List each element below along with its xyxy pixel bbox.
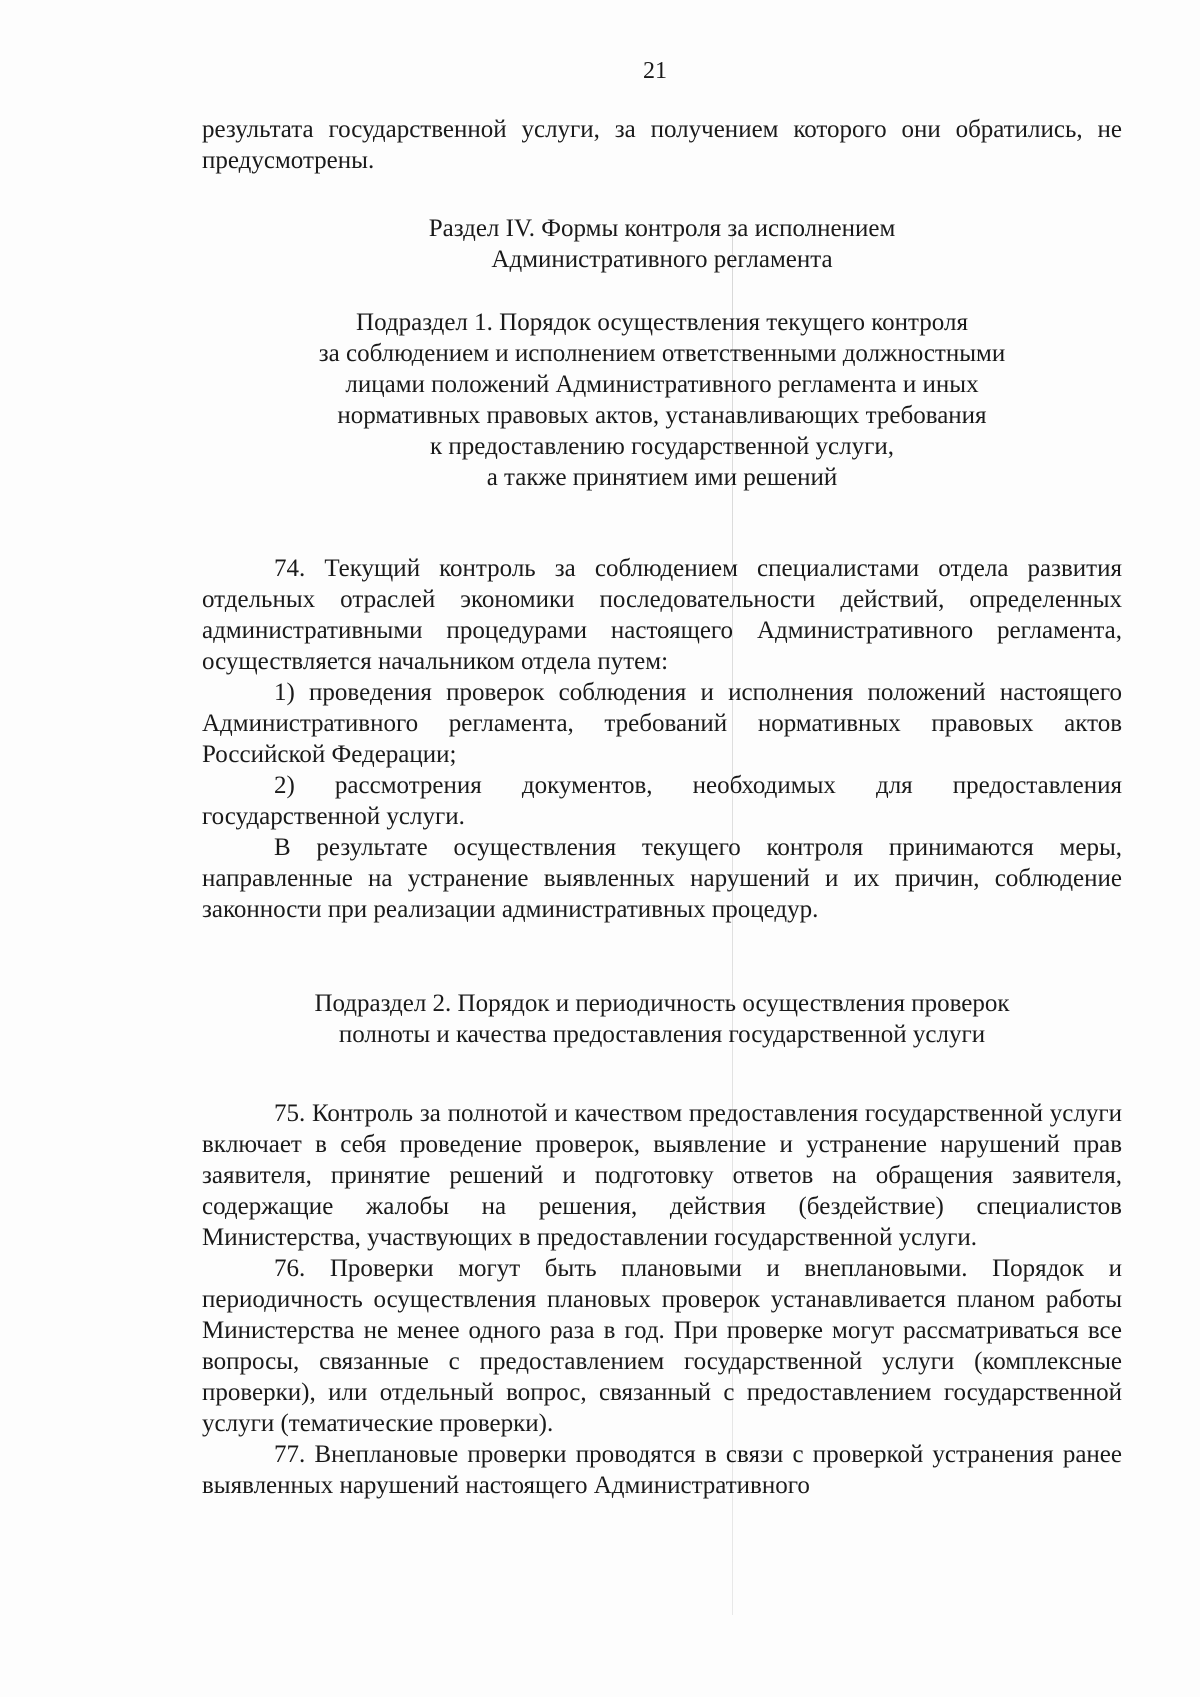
- paragraph-76: 76. Проверки могут быть плановыми и внеплановыми. Порядок и периодичность осуществления плановых проверок устанавливается планом работы Министерства не менее одного раза в год. При проверке могут рассматриваться все вопросы, связанные с предоставлением государственной услуги (комплексные проверки), или отдельный вопрос, связанный с предоставлением государственной услуги (тематические проверки).: [202, 1255, 1122, 1437]
- subsection-2-heading: [202, 988, 1122, 1050]
- subsection-1-body: [202, 553, 1122, 925]
- subsection-1-heading: [202, 307, 1122, 493]
- paragraph-75: 75. Контроль за полнотой и качеством предоставления государственной услуги включает в себя проведение проверок, выявление и устранение нарушений прав заявителя, принятие решений и подготовку ответов на обращения заявителя, содержащие жалобы на решения, действия (бездействие) специалистов Министерства, участвующих в предоставлении государственной услуги.: [202, 1100, 1122, 1251]
- subsection-2-heading-line: полноты и качества предоставления государственной услуги: [338, 1021, 986, 1048]
- paragraph-74: 74. Текущий контроль за соблюдением специалистами отдела развития отдельных отраслей экономики последовательности действий, определенных административными процедурами настоящего Административного регламента, осуществляется начальником отдела путем:: [202, 555, 1122, 675]
- section-heading-line: Административного регламента: [491, 246, 833, 273]
- paragraph-result: В результате осуществления текущего контроля принимаются меры, направленные на устранение выявленных нарушений и их причин, соблюдение законности при реализации административных процедур.: [202, 834, 1122, 923]
- list-item-2: 2) рассмотрения документов, необходимых для предоставления государственной услуги.: [202, 772, 1122, 830]
- subsection-1-heading-line: Подраздел 1. Порядок осуществления текущего контроля: [356, 309, 968, 336]
- subsection-2-heading-line: Подраздел 2. Порядок и периодичность осуществления проверок: [314, 990, 1010, 1017]
- subsection-2-body: [202, 1098, 1122, 1501]
- continuation-paragraph: результата государственной услуги, за получением которого они обратились, не предусмотрены.: [202, 116, 1122, 174]
- section-heading: [202, 213, 1122, 275]
- subsection-1-heading-line: а также принятием ими решений: [486, 464, 838, 491]
- paragraph-77: 77. Внеплановые проверки проводятся в связи с проверкой устранения ранее выявленных нарушений настоящего Административного: [202, 1441, 1122, 1499]
- list-item-1: 1) проведения проверок соблюдения и исполнения положений настоящего Административного регламента, требований нормативных правовых актов Российской Федерации;: [202, 679, 1122, 768]
- subsection-1-heading-line: нормативных правовых актов, устанавливающих требования: [337, 402, 987, 429]
- continuation-block: [202, 114, 1122, 176]
- subsection-1-heading-line: за соблюдением и исполнением ответственными должностными: [318, 340, 1006, 367]
- page-number: 21: [643, 58, 667, 84]
- subsection-1-heading-line: лицами положений Административного регламента и иных: [345, 371, 979, 398]
- section-heading-line: Раздел IV. Формы контроля за исполнением: [428, 215, 896, 242]
- subsection-1-heading-line: к предоставлению государственной услуги,: [430, 433, 894, 460]
